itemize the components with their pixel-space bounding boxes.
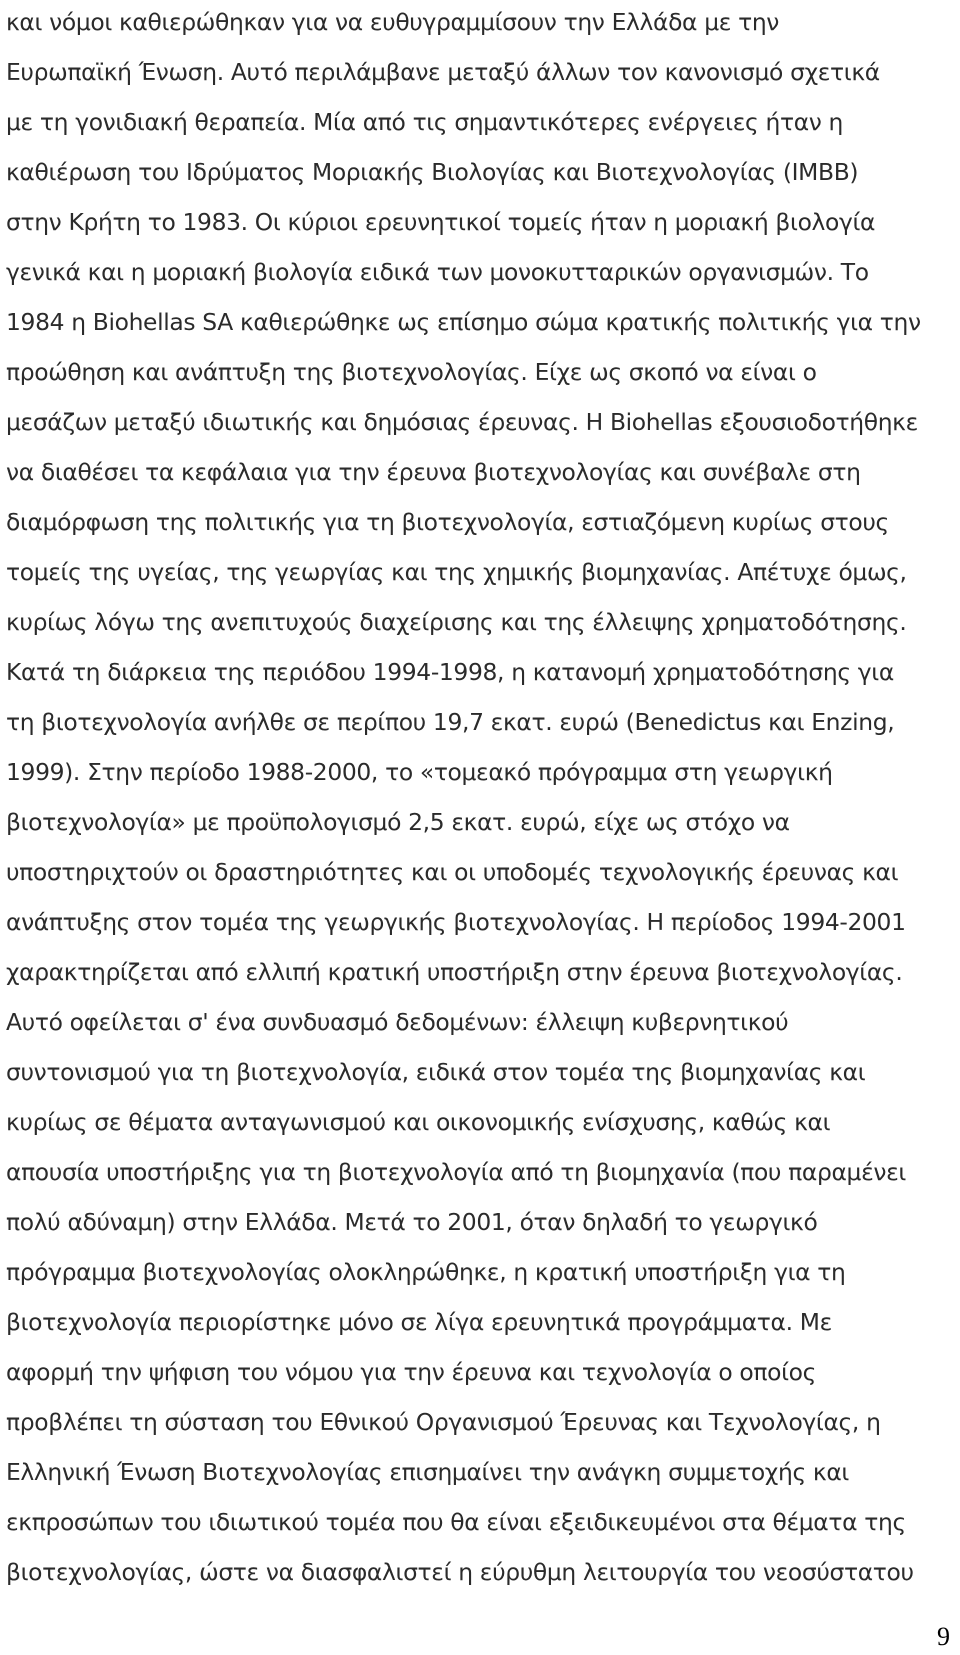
text-line: αφορμή την ψήφιση του νόμου για την έρευνα και τεχνολογία ο οποίος: [6, 1358, 816, 1386]
text-line: ανάπτυξης στον τομέα της γεωργικής βιοτεχνολογίας. Η περίοδος 1994-2001: [6, 908, 906, 936]
text-line: Αυτό οφείλεται σ' ένα συνδυασμό δεδομένων: έλλειψη κυβερνητικού: [6, 1008, 789, 1036]
text-line: χαρακτηρίζεται από ελλιπή κρατική υποστήριξη στην έρευνα βιοτεχνολογίας.: [6, 958, 903, 986]
text-line: πρόγραμμα βιοτεχνολογίας ολοκληρώθηκε, η κρατική υποστήριξη για τη: [6, 1258, 846, 1286]
text-line: εκπροσώπων του ιδιωτικού τομέα που θα είναι εξειδικευμένοι στα θέματα της: [6, 1508, 906, 1536]
text-line: γενικά και η μοριακή βιολογία ειδικά των μονοκυτταρικών οργανισμών. Το: [6, 258, 869, 286]
text-line: καθιέρωση του Ιδρύματος Μοριακής Βιολογίας και Βιοτεχνολογίας (IMBB): [6, 158, 859, 186]
text-line: Ευρωπαϊκή Ένωση. Αυτό περιλάμβανε μεταξύ άλλων τον κανονισμό σχετικά: [6, 58, 880, 86]
page-number: 9: [937, 1622, 950, 1651]
text-line: Κατά τη διάρκεια της περιόδου 1994-1998, η κατανομή χρηματοδότησης για: [6, 658, 894, 686]
text-line: και νόμοι καθιερώθηκαν για να ευθυγραμμίσουν την Ελλάδα με την: [6, 8, 780, 36]
text-line: τη βιοτεχνολογία ανήλθε σε περίπου 19,7 εκατ. ευρώ (Benedictus και Enzing,: [6, 708, 895, 736]
text-line: βιοτεχνολογία περιορίστηκε μόνο σε λίγα ερευνητικά προγράμματα. Με: [6, 1308, 832, 1336]
text-line: στην Κρήτη το 1983. Οι κύριοι ερευνητικοί τομείς ήταν η μοριακή βιολογία: [6, 208, 876, 236]
text-line: απουσία υποστήριξης για τη βιοτεχνολογία από τη βιομηχανία (που παραμένει: [6, 1158, 906, 1186]
text-line: βιοτεχνολογίας, ώστε να διασφαλιστεί η εύρυθμη λειτουργία του νεοσύστατου: [6, 1558, 914, 1586]
text-line: με τη γονιδιακή θεραπεία. Μία από τις σημαντικότερες ενέργειες ήταν η: [6, 108, 844, 136]
text-line: τομείς της υγείας, της γεωργίας και της χημικής βιομηχανίας. Απέτυχε όμως,: [6, 558, 907, 586]
text-line: Ελληνική Ένωση Βιοτεχνολογίας επισημαίνει την ανάγκη συμμετοχής και: [6, 1458, 849, 1486]
text-line: κυρίως λόγω της ανεπιτυχούς διαχείρισης και της έλλειψης χρηματοδότησης.: [6, 608, 907, 636]
text-line: προώθηση και ανάπτυξη της βιοτεχνολογίας. Είχε ως σκοπό να είναι ο: [6, 358, 817, 386]
text-line: 1999). Στην περίοδο 1988-2000, το «τομεακό πρόγραμμα στη γεωργική: [6, 758, 833, 786]
text-line: 1984 η Biohellas SA καθιερώθηκε ως επίσημο σώμα κρατικής πολιτικής για την: [6, 308, 921, 336]
body-paragraph: [6, 0, 954, 1600]
text-line: συντονισμού για τη βιοτεχνολογία, ειδικά στον τομέα της βιομηχανίας και: [6, 1058, 866, 1086]
text-line: βιοτεχνολογία» με προϋπολογισμό 2,5 εκατ. ευρώ, είχε ως στόχο να: [6, 808, 790, 836]
text-line: υποστηριχτούν οι δραστηριότητες και οι υποδομές τεχνολογικής έρευνας και: [6, 858, 899, 886]
text-line: κυρίως σε θέματα ανταγωνισμού και οικονομικής ενίσχυσης, καθώς και: [6, 1108, 831, 1136]
text-line: να διαθέσει τα κεφάλαια για την έρευνα βιοτεχνολογίας και συνέβαλε στη: [6, 458, 861, 486]
text-line: μεσάζων μεταξύ ιδιωτικής και δημόσιας έρευνας. Η Biohellas εξουσιοδοτήθηκε: [6, 408, 918, 436]
text-line: πολύ αδύναμη) στην Ελλάδα. Μετά το 2001, όταν δηλαδή το γεωργικό: [6, 1208, 818, 1236]
text-line: διαμόρφωση της πολιτικής για τη βιοτεχνολογία, εστιαζόμενη κυρίως στους: [6, 508, 889, 536]
text-line: προβλέπει τη σύσταση του Εθνικού Οργανισμού Έρευνας και Τεχνολογίας, η: [6, 1408, 881, 1436]
